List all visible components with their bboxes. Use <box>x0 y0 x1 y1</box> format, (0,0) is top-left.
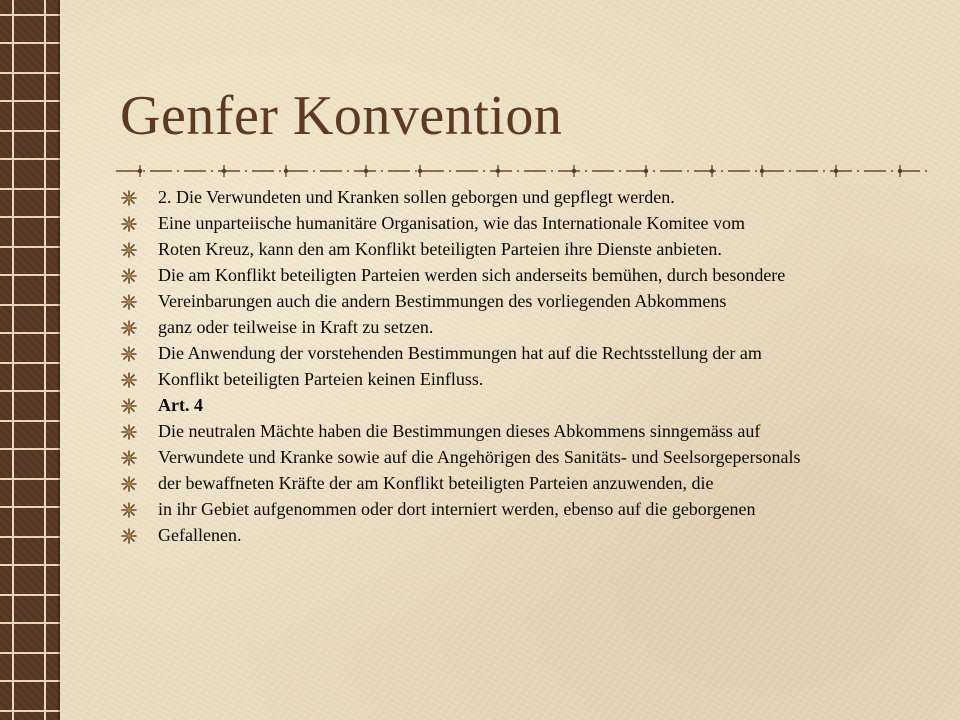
bullet-text: Roten Kreuz, kann den am Konflikt beteiligten Parteien ihre Dienste anbieten. <box>158 239 722 259</box>
bullet-item <box>118 525 918 546</box>
decorative-side-strip <box>0 0 60 720</box>
bullet-item <box>118 317 918 338</box>
bullet-text: Eine unparteiische humanitäre Organisation, wie das Internationale Komitee vom <box>158 213 745 233</box>
bullet-list <box>118 187 918 551</box>
bullet-item <box>118 369 918 390</box>
star-bullet-icon <box>121 372 137 388</box>
star-bullet-icon <box>121 268 137 284</box>
star-bullet-icon <box>121 450 137 466</box>
bullet-item <box>118 473 918 494</box>
bullet-text: 2. Die Verwundeten und Kranken sollen geborgen und gepflegt werden. <box>158 187 675 207</box>
star-bullet-icon <box>121 216 137 232</box>
bullet-text: der bewaffneten Kräfte der am Konflikt beteiligten Parteien anzuwenden, die <box>158 473 714 493</box>
star-bullet-icon <box>121 294 137 310</box>
bullet-item <box>118 421 918 442</box>
bullet-item <box>118 343 918 364</box>
bullet-text: Art. 4 <box>158 395 203 415</box>
ornamental-divider <box>116 162 932 180</box>
star-bullet-icon <box>121 424 137 440</box>
bullet-text: Die am Konflikt beteiligten Parteien werden sich anderseits bemühen, durch besondere <box>158 265 786 285</box>
bullet-text: ganz oder teilweise in Kraft zu setzen. <box>158 317 434 337</box>
slide-title: Genfer Konvention <box>120 85 563 147</box>
bullet-item <box>118 291 918 312</box>
bullet-text: Die neutralen Mächte haben die Bestimmungen dieses Abkommens sinngemäss auf <box>158 421 761 441</box>
bullet-item <box>118 187 918 208</box>
bullet-text: in ihr Gebiet aufgenommen oder dort interniert werden, ebenso auf die geborgenen <box>158 499 756 519</box>
star-bullet-icon <box>121 346 137 362</box>
star-bullet-icon <box>121 502 137 518</box>
star-bullet-icon <box>121 476 137 492</box>
bullet-item <box>118 499 918 520</box>
bullet-item <box>118 213 918 234</box>
star-bullet-icon <box>121 320 137 336</box>
bullet-text: Verwundete und Kranke sowie auf die Angehörigen des Sanitäts- und Seelsorgepersonals <box>158 447 801 467</box>
star-bullet-icon <box>121 398 137 414</box>
bullet-text: Die Anwendung der vorstehenden Bestimmungen hat auf die Rechtsstellung der am <box>158 343 762 363</box>
bullet-item <box>118 447 918 468</box>
bullet-text: Vereinbarungen auch die andern Bestimmungen des vorliegenden Abkommens <box>158 291 727 311</box>
bullet-text: Gefallenen. <box>158 525 242 545</box>
bullet-item-article-heading <box>118 395 918 416</box>
bullet-item <box>118 239 918 260</box>
bullet-text: Konflikt beteiligten Parteien keinen Einfluss. <box>158 369 484 389</box>
star-bullet-icon <box>121 528 137 544</box>
star-bullet-icon <box>121 242 137 258</box>
bullet-item <box>118 265 918 286</box>
star-bullet-icon <box>121 190 137 206</box>
